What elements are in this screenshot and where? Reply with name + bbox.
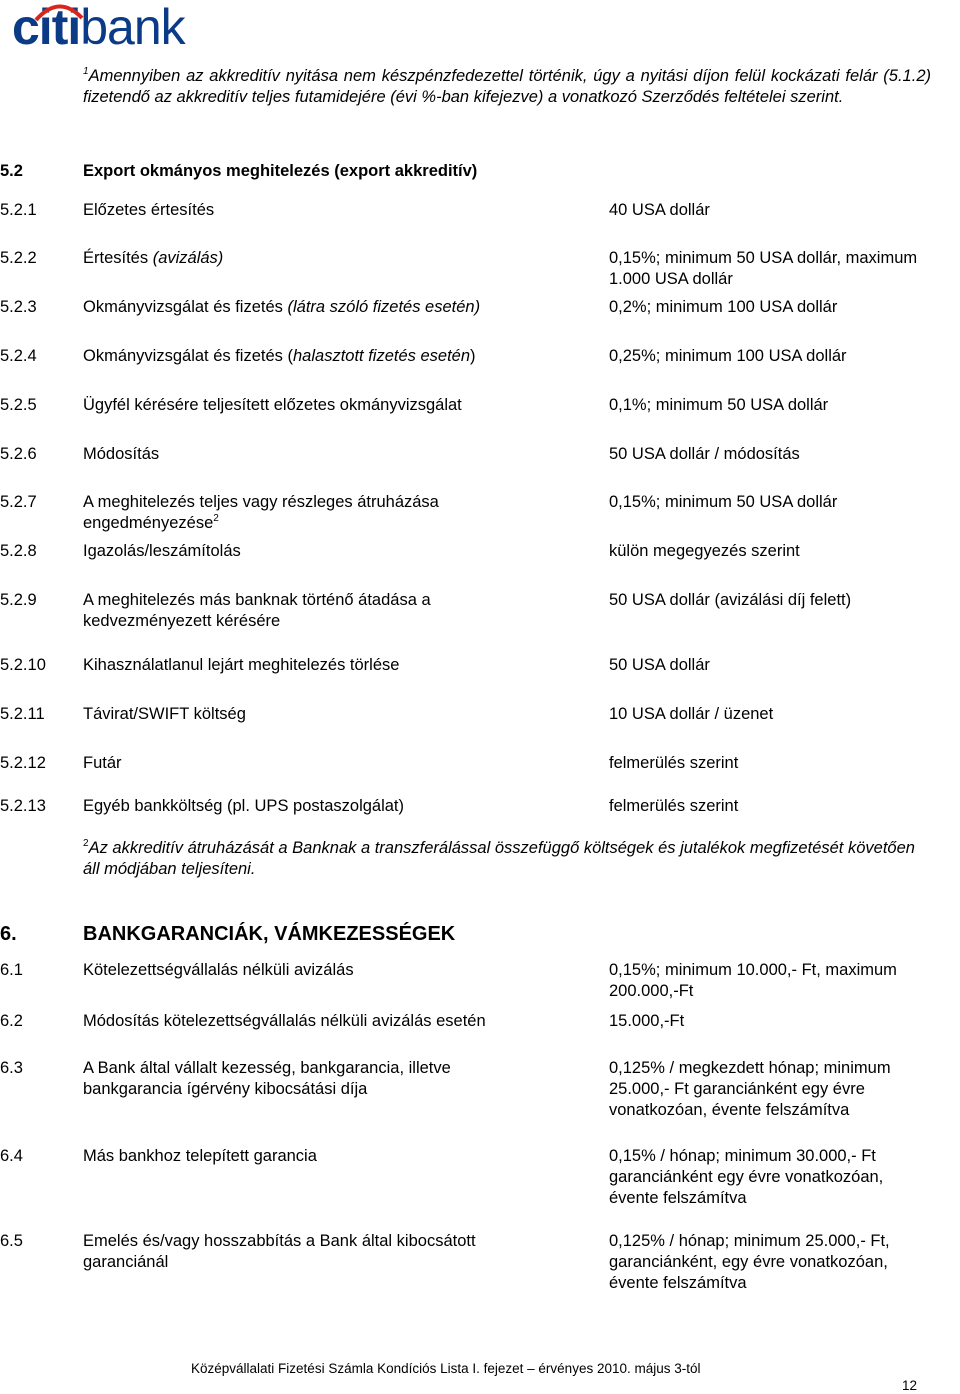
- row-5-2-4-number: 5.2.4: [0, 347, 37, 365]
- row-6-3-label: A Bank által vállalt kezesség, bankgarancia, illetve bankgarancia ígérvény kibocsátási díja: [83, 1059, 451, 1098]
- row-5-2-3-label-italic: (látra szóló fizetés esetén): [287, 298, 481, 316]
- row-5-2-1-label: Előzetes értesítés: [83, 201, 215, 219]
- row-6-5-number: 6.5: [0, 1232, 23, 1250]
- row-5-2-5-value: 0,1%; minimum 50 USA dollár: [609, 396, 829, 414]
- row-5-2-12-number: 5.2.12: [0, 754, 46, 772]
- row-5-2-3-label: [83, 297, 583, 318]
- row-6-4-value: 0,15% / hónap; minimum 30.000,- Ft garanciánként egy évre vonatkozóan, évente felszámítva: [609, 1147, 884, 1207]
- row-5-2-6-value: 50 USA dollár / módosítás: [609, 445, 800, 463]
- footnote-2: [83, 838, 931, 880]
- row-5-2-4-value: 0,25%; minimum 100 USA dollár: [609, 347, 847, 365]
- page-number: 12: [902, 1378, 918, 1393]
- row-5-2-4-label-plain: Okmányvizsgálat és fizetés (: [83, 347, 293, 365]
- row-5-2-5-label: Ügyfél kérésére teljesített előzetes okmányvizsgálat: [83, 396, 462, 414]
- row-5-2-9-number: 5.2.9: [0, 591, 37, 609]
- row-5-2-2-number: 5.2.2: [0, 249, 37, 267]
- citibank-logo: [12, 0, 202, 55]
- row-6-1-number: 6.1: [0, 961, 23, 979]
- row-6-1-value: 0,15%; minimum 10.000,- Ft, maximum 200.000,-Ft: [609, 961, 897, 1000]
- row-5-2-10-label: Kihasználatlanul lejárt meghitelezés törlése: [83, 656, 400, 674]
- row-5-2-9-label: A meghitelezés más banknak történő átadása a kedvezményezett kérésére: [83, 591, 431, 630]
- row-5-2-7-footnote-marker: 2: [213, 513, 219, 524]
- row-5-2-11-value: 10 USA dollár / üzenet: [609, 705, 774, 723]
- footnote-1: [83, 66, 931, 108]
- row-5-2-2-label-italic: (avizálás): [152, 249, 224, 267]
- row-5-2-8-value: külön megegyezés szerint: [609, 542, 800, 560]
- row-5-2-4-label: [83, 346, 583, 367]
- row-5-2-8-label: Igazolás/leszámítolás: [83, 542, 241, 560]
- logo-bank: bank: [80, 0, 185, 55]
- row-5-2-7-number: 5.2.7: [0, 493, 37, 511]
- row-5-2-10-number: 5.2.10: [0, 656, 46, 674]
- row-5-2-4-label-close: ): [470, 347, 476, 365]
- row-5-2-3-value: 0,2%; minimum 100 USA dollár: [609, 298, 838, 316]
- row-5-2-12-label: Futár: [83, 754, 122, 772]
- row-5-2-1-value: 40 USA dollár: [609, 201, 710, 219]
- row-5-2-7-value: 0,15%; minimum 50 USA dollár: [609, 493, 838, 511]
- row-6-1-label: Kötelezettségvállalás nélküli avizálás: [83, 961, 354, 979]
- row-5-2-12-value: felmerülés szerint: [609, 754, 739, 772]
- row-5-2-7-label: [83, 492, 503, 534]
- page-footer: Középvállalati Fizetési Számla Kondíciós Lista I. fejezet – érvényes 2010. május 3-tól: [191, 1361, 701, 1376]
- row-5-2-10-value: 50 USA dollár: [609, 656, 710, 674]
- section-6-title: BANKGARANCIÁK, VÁMKEZESSÉGEK: [83, 923, 456, 945]
- footnote-1-text: Amennyiben az akkreditív nyitása nem készpénzfedezettel történik, úgy a nyitási díjon felül kockázati felár (5.1.2) fizetendő az akkreditív teljes futamidejére (évi %-ban kifejezve) a vonatkozó Szerződés feltételei szerint.: [83, 67, 931, 106]
- row-5-2-3-label-plain: Okmányvizsgálat és fizetés: [83, 298, 288, 316]
- footnote-2-marker: 2: [83, 838, 89, 849]
- row-5-2-11-number: 5.2.11: [0, 705, 45, 723]
- row-5-2-6-number: 5.2.6: [0, 445, 37, 463]
- row-5-2-9-value: 50 USA dollár (avizálási díj felett): [609, 591, 852, 609]
- row-5-2-8-number: 5.2.8: [0, 542, 37, 560]
- row-6-2-value: 15.000,-Ft: [609, 1012, 685, 1030]
- row-5-2-5-number: 5.2.5: [0, 396, 37, 414]
- row-6-5-label: Emelés és/vagy hosszabbítás a Bank által kibocsátott garanciánál: [83, 1232, 476, 1271]
- row-6-2-label: Módosítás kötelezettségvállalás nélküli avizálás esetén: [83, 1012, 486, 1030]
- row-5-2-3-number: 5.2.3: [0, 298, 37, 316]
- row-6-3-value: 0,125% / megkezdett hónap; minimum 25.000,- Ft garanciánként egy évre vonatkozóan, évente felszámítva: [609, 1059, 891, 1119]
- row-5-2-13-number: 5.2.13: [0, 797, 46, 815]
- row-6-4-label: Más bankhoz telepített garancia: [83, 1147, 317, 1165]
- logo-citi: citi: [12, 0, 81, 55]
- section-5-2-title: Export okmányos meghitelezés (export akkreditív): [83, 162, 478, 180]
- row-5-2-2-label: [83, 248, 583, 269]
- row-5-2-2-label-plain: Értesítés: [83, 249, 153, 267]
- row-6-4-number: 6.4: [0, 1147, 23, 1165]
- row-5-2-13-value: felmerülés szerint: [609, 797, 739, 815]
- row-5-2-11-label: Távirat/SWIFT költség: [83, 705, 246, 723]
- row-5-2-7-label-text: A meghitelezés teljes vagy részleges átruházása engedményezése: [83, 493, 439, 532]
- row-5-2-4-label-italic: halasztott fizetés esetén: [293, 347, 471, 365]
- section-5-2-number: 5.2: [0, 162, 23, 180]
- row-6-5-value: 0,125% / hónap; minimum 25.000,- Ft, garanciánként, egy évre vonatkozóan, évente felszámítva: [609, 1232, 890, 1292]
- citi-arc-icon: [34, 0, 84, 22]
- section-6-number: 6.: [0, 923, 17, 945]
- row-5-2-6-label: Módosítás: [83, 445, 160, 463]
- row-5-2-13-label: Egyéb bankköltség (pl. UPS postaszolgálat): [83, 797, 405, 815]
- row-5-2-1-number: 5.2.1: [0, 201, 37, 219]
- footnote-1-marker: 1: [83, 66, 89, 77]
- row-6-2-number: 6.2: [0, 1012, 23, 1030]
- row-6-3-number: 6.3: [0, 1059, 23, 1077]
- row-5-2-2-value: 0,15%; minimum 50 USA dollár, maximum 1.000 USA dollár: [609, 249, 918, 288]
- footnote-2-text: Az akkreditív átruházását a Banknak a transzferálással összefüggő költségek és jutalékok megfizetését követően áll módjában teljesíteni.: [83, 839, 915, 878]
